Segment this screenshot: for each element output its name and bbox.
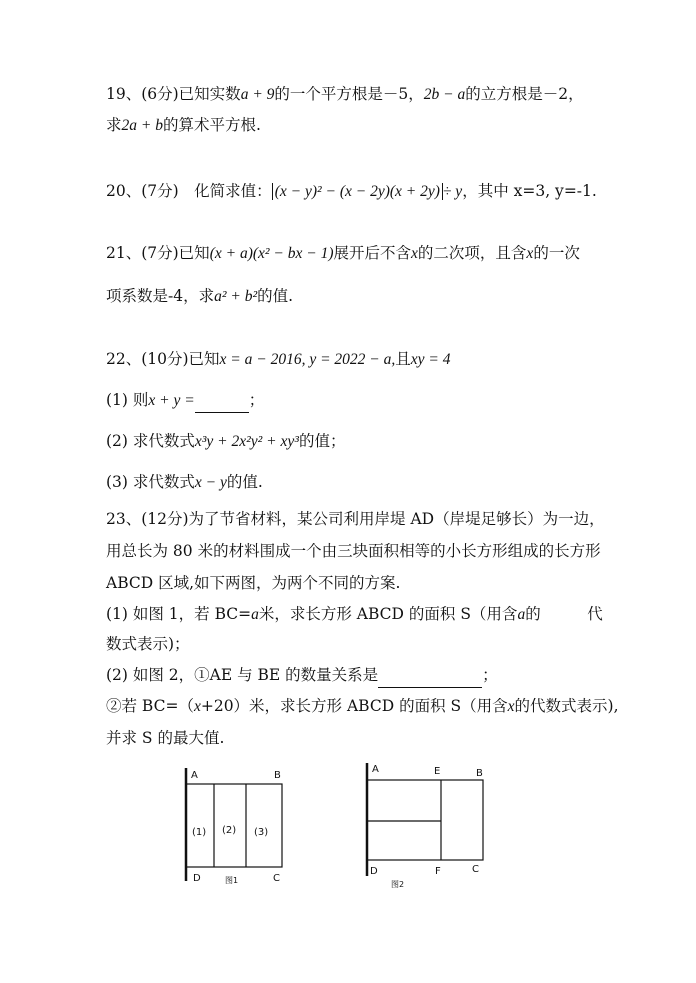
q23-var: x [193,698,201,715]
q21-expr-a2b2: a² + b² [214,288,258,305]
q21-text: 的一次 [533,244,580,262]
q23-var: x [507,698,515,715]
q23-part3-line2: 并求 S 的最大值. [106,729,225,747]
q23-part2 [106,665,498,688]
q20-expression: (x − y)² − (x − 2y)(x + 2y) [272,183,443,200]
q23-text: (2) 如图 2，①AE 与 BE 的数量关系是 [106,666,379,684]
q23-text: 的代数式表示), [514,697,619,715]
q19-expr-a9: a + 9 [240,86,275,103]
q22-part3 [106,472,263,493]
q23-text: ； [482,666,498,684]
q21-line1 [106,243,580,264]
fig1-label-a: A [191,770,198,781]
q19-line1 [106,84,584,105]
fig2-label-d: D [370,866,378,877]
q23-text: (1) 如图 1，若 BC= [106,605,252,623]
q21-line2 [106,286,293,307]
q23-answer-blank[interactable] [378,667,482,688]
q23-text: +20）米，求长方形 ABCD 的面积 S（用含 [200,697,508,715]
q21-var: x [526,245,534,262]
fig1-caption: 图1 [225,876,239,885]
q20-line [106,181,597,202]
q21-text: 的二次项，且含 [417,244,527,262]
q22-answer-blank[interactable] [195,392,249,413]
q19-text: 的立方根是－2， [465,85,584,103]
fig1-region-3: (3) [254,827,269,838]
q22-given-xy: xy = 4 [410,351,451,368]
q23-text: 的 代 [525,605,603,623]
q22-text: 且 [395,350,411,368]
q22-text: 的值. [226,473,263,491]
q22-text: (2) 求代数式 [106,432,195,450]
q23-part3 [106,696,619,717]
q23-line3: ABCD 区域,如下两图，为两个不同的方案. [106,574,401,592]
q22-expr-xy-sum: x + y = [148,392,195,409]
q19-line2 [106,115,261,136]
fig1-region-1: (1) [192,827,207,838]
q19-expr-2b-a: 2b − a [423,86,466,103]
q22-text: 的值； [298,432,346,450]
q20-divide: ÷ y [442,183,463,200]
fig2-caption: 图2 [391,880,405,889]
q19-text: 的一个平方根是－5， [274,85,424,103]
q23-text: ②若 BC=（ [106,697,194,715]
q22-text: (3) 求代数式 [106,473,195,491]
q23-line2: 用总长为 80 米的材料围成一个由三块面积相等的小长方形组成的长方形 [106,542,601,560]
fig2-rectangle [367,780,483,860]
fig1-label-c: C [273,873,280,884]
q22-expr-poly: x³y + 2x²y² + xy³ [194,433,299,450]
q23-var: a [517,606,526,623]
fig1-label-b: B [274,770,281,781]
q20-text: ，其中 x=3, y=-1. [462,182,597,200]
q20-text: 20、(7分) 化简求值： [106,182,272,200]
q21-text: 展开后不含 [333,244,412,262]
q21-expression: (x + a)(x² − bx − 1) [209,245,334,262]
q21-var: x [411,245,418,262]
q23-line1: 23、(12分)为了节省材料，某公司利用岸堤 AD（岸堤足够长）为一边， [106,510,605,528]
q22-given: x = a − 2016, y = 2022 − a, [219,351,396,368]
q21-text: 项系数是-4，求 [106,287,215,305]
figure-2 [362,758,502,893]
q23-var: a [251,606,259,623]
q23-part1 [106,604,603,625]
q19-expr-2a-b: 2a + b [121,117,163,134]
q23-text: 米，求长方形 ABCD 的面积 S（用含 [258,605,518,623]
fig2-label-f: F [435,866,441,877]
q22-expr-x-minus-y: x − y [194,474,227,491]
fig2-label-c: C [472,864,479,875]
q19-text: 的算术平方根. [162,116,261,134]
fig2-label-e: E [434,766,441,777]
figure-1 [178,763,318,893]
q21-text: 21、(7分)已知 [106,244,210,262]
fig2-label-a: A [372,764,379,775]
fig1-label-d: D [193,873,201,884]
fig1-region-2: (2) [222,825,237,836]
q22-text: 22、(10分)已知 [106,350,220,368]
q23-part1-line2: 数式表示)； [106,635,190,653]
q22-head [106,349,451,370]
q22-text: ； [248,391,265,409]
q19-text: 求 [106,116,122,134]
fig2-label-b: B [476,768,483,779]
q22-text: (1) 则 [106,391,149,409]
q22-part2 [106,431,345,452]
q22-part1 [106,390,264,413]
q19-text: 19、(6分)已知实数 [106,85,241,103]
q21-text: 的值. [257,287,294,305]
